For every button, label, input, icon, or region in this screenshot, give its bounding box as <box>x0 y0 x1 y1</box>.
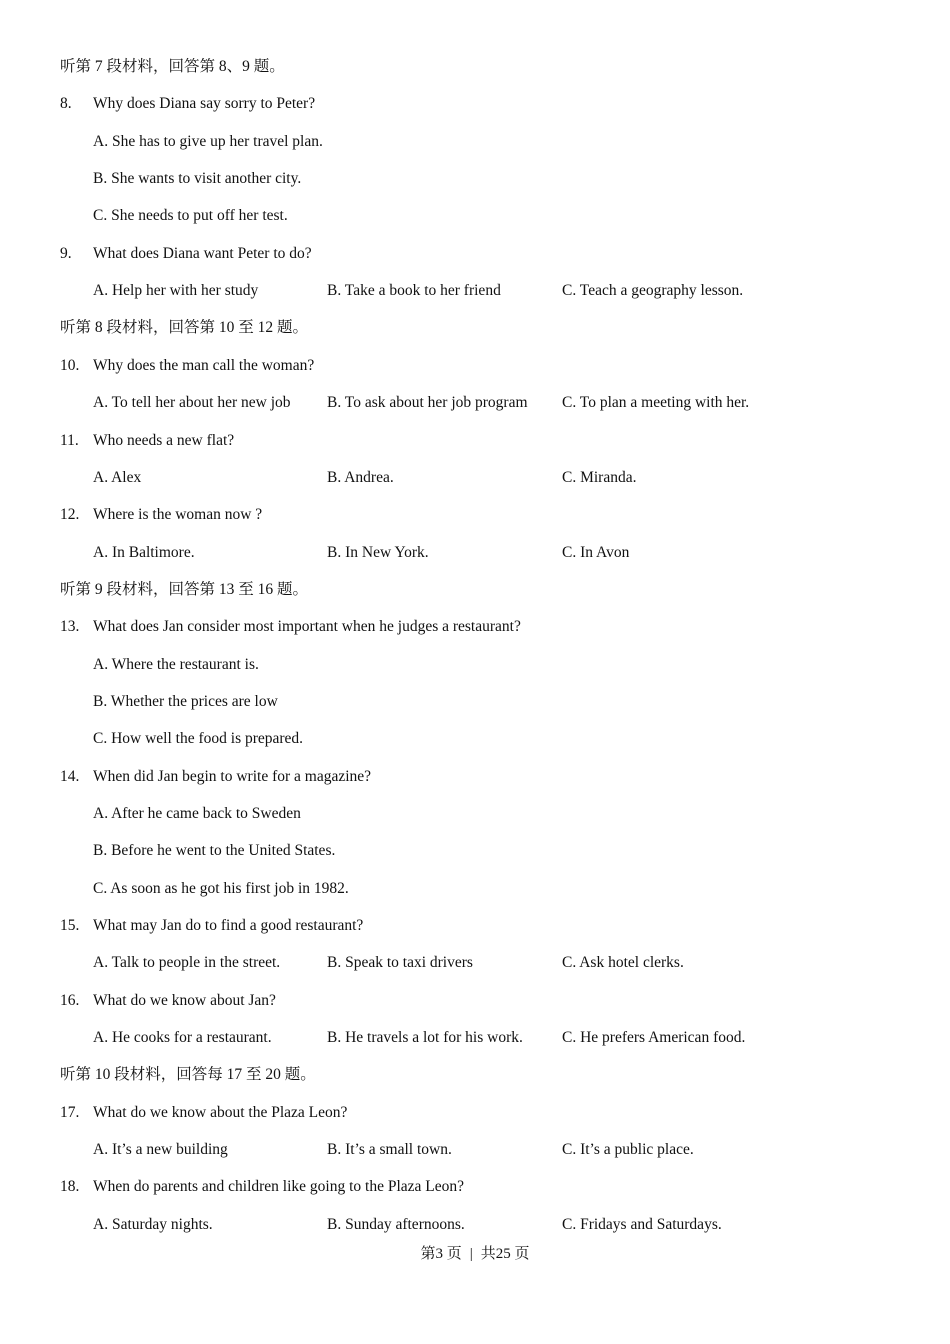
option-b: B. Take a book to her friend <box>327 282 501 299</box>
section-heading: 听第 10 段材料，回答每 17 至 20 题。 <box>60 1066 316 1083</box>
option-c: C. Miranda. <box>562 469 637 486</box>
question-number: 15. <box>60 917 80 934</box>
option-a: A. After he came back to Sweden <box>93 805 301 822</box>
option-c: C. In Avon <box>562 544 630 561</box>
option-b: B. Andrea. <box>327 469 394 486</box>
option-b: B. She wants to visit another city. <box>93 170 302 187</box>
option-b: B. Speak to taxi drivers <box>327 954 473 971</box>
option-a: A. Saturday nights. <box>93 1216 213 1233</box>
page-number: 第3 页 <box>420 1246 462 1262</box>
option-c: C. As soon as he got his first job in 1982. <box>93 880 349 897</box>
option-a: A. To tell her about her new job <box>93 394 291 411</box>
option-b: B. To ask about her job program <box>327 394 528 411</box>
question-number: 18. <box>60 1178 80 1195</box>
question-number: 8. <box>60 95 72 112</box>
question-text: What do we know about the Plaza Leon? <box>93 1104 348 1121</box>
option-c: C. Ask hotel clerks. <box>562 954 684 971</box>
footer-separator: | <box>469 1246 473 1262</box>
option-c: C. Teach a geography lesson. <box>562 282 744 299</box>
question-number: 17. <box>60 1104 80 1121</box>
question-number: 12. <box>60 506 80 523</box>
question-text: What does Diana want Peter to do? <box>93 245 312 262</box>
option-a: A. Alex <box>93 469 142 486</box>
section-heading: 听第 7 段材料，回答第 8、9 题。 <box>60 58 285 75</box>
option-b: B. Before he went to the United States. <box>93 842 336 859</box>
option-a: A. Where the restaurant is. <box>93 656 259 673</box>
question-text: When do parents and children like going to the Plaza Leon? <box>93 1178 465 1195</box>
option-b: B. It’s a small town. <box>327 1141 452 1158</box>
option-c: C. Fridays and Saturdays. <box>562 1216 722 1233</box>
question-number: 10. <box>60 357 80 374</box>
question-text: Where is the woman now ? <box>93 506 263 523</box>
option-a: A. He cooks for a restaurant. <box>93 1029 272 1046</box>
option-c: C. To plan a meeting with her. <box>562 394 750 411</box>
option-a: A. It’s a new building <box>93 1141 228 1158</box>
option-a: A. Talk to people in the street. <box>93 954 281 971</box>
option-a: A. She has to give up her travel plan. <box>93 133 323 150</box>
option-b: B. He travels a lot for his work. <box>327 1029 523 1046</box>
section-heading: 听第 8 段材料，回答第 10 至 12 题。 <box>60 319 309 336</box>
option-c: C. It’s a public place. <box>562 1141 694 1158</box>
option-c: C. How well the food is prepared. <box>93 730 304 747</box>
option-b: B. Sunday afternoons. <box>327 1216 465 1233</box>
question-text: Why does the man call the woman? <box>93 357 315 374</box>
section-heading: 听第 9 段材料，回答第 13 至 16 题。 <box>60 581 309 598</box>
question-text: What may Jan do to find a good restaurant? <box>93 917 364 934</box>
question-number: 14. <box>60 768 80 785</box>
question-text: What does Jan consider most important when he judges a restaurant? <box>93 618 521 635</box>
question-number: 9. <box>60 245 72 262</box>
option-c: C. He prefers American food. <box>562 1029 746 1046</box>
page-footer <box>0 1244 950 1264</box>
option-a: A. In Baltimore. <box>93 544 195 561</box>
option-b: B. In New York. <box>327 544 429 561</box>
question-number: 11. <box>60 432 79 449</box>
question-number: 13. <box>60 618 80 635</box>
page-total: 共25 页 <box>480 1246 530 1262</box>
question-text: What do we know about Jan? <box>93 992 276 1009</box>
option-a: A. Help her with her study <box>93 282 259 299</box>
option-c: C. She needs to put off her test. <box>93 207 288 224</box>
option-b: B. Whether the prices are low <box>93 693 278 710</box>
question-text: When did Jan begin to write for a magazine? <box>93 768 372 785</box>
question-text: Why does Diana say sorry to Peter? <box>93 95 316 112</box>
question-number: 16. <box>60 992 80 1009</box>
question-text: Who needs a new flat? <box>93 432 235 449</box>
